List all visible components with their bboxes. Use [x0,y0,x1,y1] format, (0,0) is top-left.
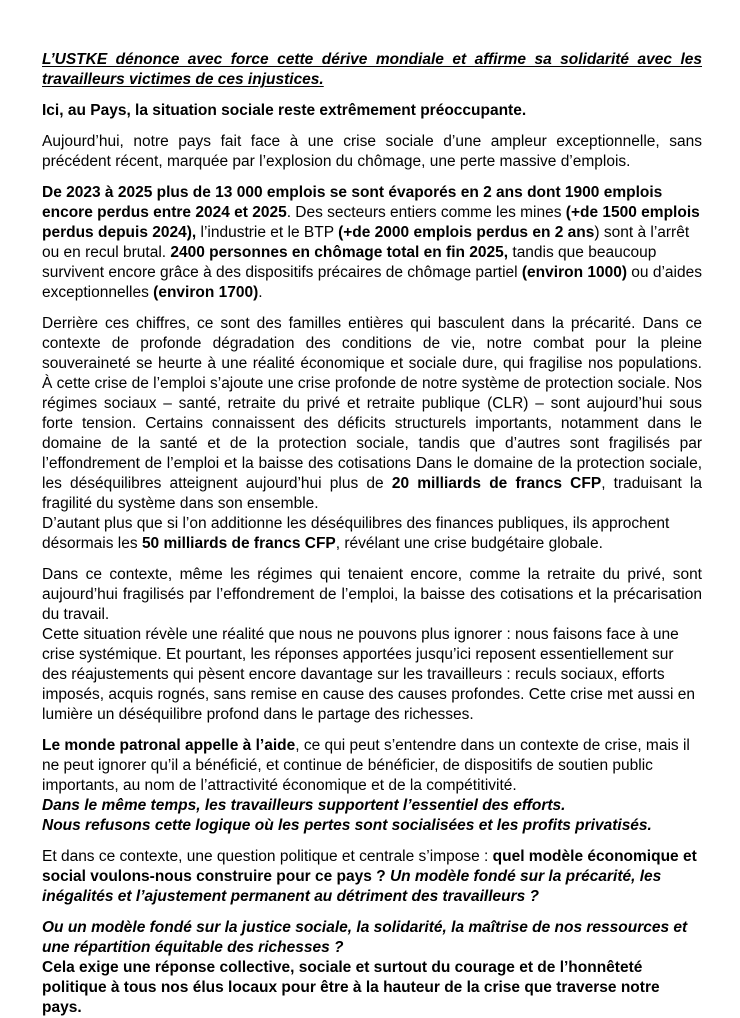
text-run: Et dans ce contexte, une question politique et centrale s’impose : [42,848,493,865]
para-regimes-fragilises [42,565,702,625]
text-run: Cela exige une réponse collective, sociale et surtout du courage et de l’honnêteté politique à tous nos élus locaux pour être à la hauteur de la crise que traverse notre pays. [42,959,660,1016]
para-chiffres-emplois [42,183,702,303]
text-run: Derrière ces chiffres, ce sont des familles entières qui basculent dans la précarité. Dans ce contexte de profonde dégradation des conditions de vie, notre combat pour la pleine souveraineté se heurte à une réalité économique et sociale dure, qui fragilise nos populations. À cette crise de l’emploi s’ajoute une crise profonde de notre système de protection sociale. Nos régimes sociaux – santé, retraite du privé et retraite publique (CLR) – sont aujourd’hui sous forte tension. Certains connaissent des déficits structurels importants, notamment dans le domaine de la santé et de la protection sociale, tandis que d’autres sont fragilisés par l’effondrement de l’emploi et la baisse des cotisations Dans le domaine de la protection sociale, les déséquilibres atteignent aujourd’hui plus de [42,315,702,492]
text-run: Cette situation révèle une réalité que nous ne pouvons plus ignorer : nous faisons face à une crise systémique. Et pourtant, les réponses apportées jusqu’ici reposent essentiellement sur des réajustements qui pèsent encore davantage sur les travailleurs : reculs sociaux, efforts imposés, acquis rognés, sans remise en cause des causes profondes. Cette crise met aussi en lumière un déséquilibre profond dans le partage des richesses. [42,626,696,723]
text-run: Nous refusons cette logique où les pertes sont socialisées et les profits privatisés. [42,817,652,834]
text-run: , ce qui peut s’entendre dans un contexte de crise, mais il ne peut ignorer qu’il a bénéficié, et continue de bénéficier, de dispositifs de soutien public importants, au nom de l’attractivité économique et de la compétitivité. [42,737,690,794]
text-run: (environ 1700) [153,284,259,301]
text-run: ou d’aides exceptionnelles [42,264,702,301]
text-run: Ici, au Pays, la situation sociale reste extrêmement préoccupante. [42,102,527,119]
text-run: tandis que beaucoup survivent encore grâce à des dispositifs précaires de chômage partiel [42,244,657,281]
text-run: (+de 1500 emplois perdus depuis 2024), [42,204,700,241]
text-run: Dans ce contexte, même les régimes qui tenaient encore, comme la retraite du privé, sont aujourd’hui fragilisés par l’effondrement de l’emploi, la baisse des cotisations et la précarisation du travail. [42,566,702,623]
text-run: Dans le même temps, les travailleurs supportent l’essentiel des efforts. [42,797,566,814]
para-travailleurs-efforts [42,796,702,816]
text-run: l’industrie et le BTP [196,224,339,241]
para-modele-justice [42,918,702,958]
text-run: quel modèle économique et social voulons-nous construire pour ce pays ? [42,848,697,885]
text-run: Le monde patronal appelle à l’aide [42,737,296,754]
text-run: 2400 personnes en chômage total en fin 2025, [170,244,509,261]
para-ustke-denonce [42,50,702,90]
para-reponse-collective [42,958,702,1018]
text-run: ) sont à l’arrêt ou en recul brutal. [42,224,690,261]
text-run: 20 milliards de francs CFP [391,475,602,492]
text-run: 50 milliards de francs CFP [141,535,336,552]
text-run: (environ 1000) [521,264,627,281]
para-familles-precarite [42,314,702,514]
text-run: . Des secteurs entiers comme les mines [286,204,566,221]
text-run: De 2023 à 2025 plus de 13 000 emplois se sont évaporés en 2 ans dont 1900 emplois encore perdus entre 2024 et 2025 [42,184,663,221]
text-run: L’USTKE dénonce avec force cette dérive mondiale et affirme sa solidarité avec les travailleurs victimes de ces injustices. [42,51,702,88]
para-crise-sociale [42,132,702,172]
text-run: Aujourd’hui, notre pays fait face à une crise sociale d’une ampleur exceptionnelle, sans précédent récent, marquée par l’explosion du chômage, une perte massive d’emplois. [42,133,702,170]
text-run: Un modèle fondé sur la précarité, les inégalités et l’ajustement permanent au détriment des travailleurs ? [42,868,662,905]
text-run: . [258,284,263,301]
text-run: (+de 2000 emplois perdus en 2 ans [338,224,595,241]
text-run: D’autant plus que si l’on additionne les déséquilibres des finances publiques, ils approchent désormais les [42,515,670,552]
para-question-politique [42,847,702,907]
para-finances-publiques [42,514,702,554]
text-run: Ou un modèle fondé sur la justice sociale, la solidarité, la maîtrise de nos ressources et une répartition équitable des richesses ? [42,919,688,956]
text-run: , traduisant la fragilité du système dans son ensemble. [42,475,702,512]
text-run: , révélant une crise budgétaire globale. [335,535,603,552]
document-body [42,50,702,1018]
para-pertes-socialisees [42,816,702,836]
para-situation-sociale [42,101,702,121]
para-monde-patronal [42,736,702,796]
para-crise-systemique [42,625,702,725]
